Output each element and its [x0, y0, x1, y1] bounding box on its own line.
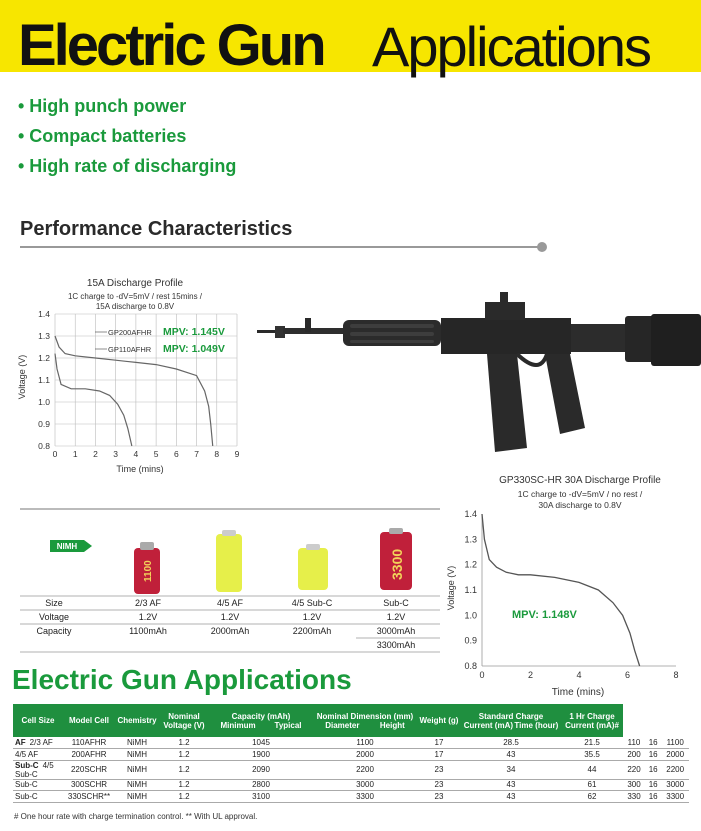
chart2-series-line — [482, 514, 640, 666]
chart1-xtick: 4 — [133, 449, 139, 459]
chart1-xtick: 5 — [153, 449, 159, 459]
chart2-title: GP330SC-HR 30A Discharge Profile — [499, 475, 661, 486]
group-label: AF — [15, 738, 26, 747]
cell-4-5af — [216, 530, 242, 592]
chart1-xtick: 2 — [93, 449, 98, 459]
chart1-ytick: 0.8 — [38, 441, 50, 451]
svg-text:3300mAh: 3300mAh — [376, 640, 416, 650]
battery-table — [20, 506, 444, 654]
svg-text:4/5 AF: 4/5 AF — [216, 598, 244, 608]
performance-title: Performance Characteristics — [20, 218, 293, 240]
chart2-xtick: 4 — [576, 670, 582, 680]
th-weight: Weight (g) — [417, 704, 461, 737]
mpv-gp200: MPV: 1.145V — [163, 326, 225, 338]
svg-text:2200mAh: 2200mAh — [292, 626, 332, 636]
chart2-ytick: 1.2 — [464, 559, 477, 570]
th-chem: Chemistry — [115, 704, 159, 737]
title-bold: Electric Gun — [18, 13, 324, 78]
chart1-title: 15A Discharge Profile — [86, 278, 184, 289]
feature-list — [18, 96, 236, 186]
chart1-subtitle-1: 1C charge to -dV=5mV / rest 15mins / — [67, 292, 203, 301]
chart1-xtick: 0 — [52, 449, 58, 459]
svg-text:1100: 1100 — [143, 560, 154, 582]
chart2-ytick: 1.0 — [464, 610, 477, 621]
divider-dot — [537, 242, 547, 252]
chart1-ytick: 0.9 — [38, 419, 50, 429]
row-label-capacity: Capacity — [36, 626, 72, 636]
svg-text:Sub-C: Sub-C — [383, 598, 409, 608]
chart1-series-line-2 — [55, 354, 132, 446]
chart1-xtick: 8 — [214, 449, 220, 459]
footnote: # One hour rate with charge termination control. ** With UL approval. — [14, 812, 258, 821]
svg-text:3300: 3300 — [389, 548, 405, 580]
chart1-xtick: 1 — [72, 449, 78, 459]
svg-text:4/5 Sub-C: 4/5 Sub-C — [291, 598, 333, 608]
mpv-gp110: MPV: 1.049V — [163, 343, 225, 355]
th-capacity: Capacity (mAh) — [231, 711, 291, 721]
svg-text:1.2V: 1.2V — [386, 612, 406, 622]
chart2-annotation: MPV: 1.148V — [512, 609, 577, 621]
chart1-ylabel: Voltage (V) — [17, 354, 27, 400]
cell-subc — [380, 528, 412, 590]
spec-table: Cell Size Model Cell Chemistry Nominal Voltage (V) Capacity (mAh) Minimum Typical Nominal Dimension (mm) Diameter Height Weight (g) Standard Charge Current (mA) Time (hour) 1 Hr Charge Current (mA)# AF 2/3 AF 110AFHR NiMH 1.2 1045 1100 17 28.5 21.5 110 16 1100 4/5 AF 200AFHR NiMH 1.2 1900 2000 17 43 35.5 200 16 2000 Sub-C 4/5 Sub-C 220SCHR NiMH 1.2 2090 2200 23 34 44 220 16 2200 Sub-C 300SCHR NiMH 1.2 2800 3000 23 43 61 300 16 3000 Sub-C 330SCHR** NiMH 1.2 3100 3300 23 43 62 330 16 3300 — [13, 704, 689, 803]
chart1-ytick: 1.2 — [38, 353, 50, 363]
rifle-image — [255, 288, 701, 458]
svg-text:2000mAh: 2000mAh — [210, 626, 250, 636]
title-banner — [0, 0, 701, 78]
chart2-subtitle-2: 30A discharge to 0.8V — [538, 500, 622, 510]
cell-4-5subc — [298, 544, 328, 590]
svg-text:1.2V: 1.2V — [220, 612, 240, 622]
discharge-chart-15a — [15, 272, 255, 477]
chart2-xtick: 0 — [479, 670, 485, 680]
chart1-xtick: 7 — [194, 449, 199, 459]
row-label-size: Size — [45, 598, 63, 608]
chart2-ytick: 1.4 — [464, 509, 477, 519]
discharge-chart-30a — [440, 468, 690, 700]
chart1-ytick: 1.0 — [38, 397, 50, 407]
chart1-xtick: 9 — [234, 449, 240, 459]
chart2-xtick: 2 — [527, 670, 534, 680]
feature-item: • High rate of discharging — [18, 156, 237, 176]
chart1-xtick: 6 — [173, 449, 179, 459]
svg-text:1.2V: 1.2V — [302, 612, 322, 622]
chart1-ytick: 1.3 — [38, 331, 50, 341]
title-light: Applications — [372, 15, 650, 78]
th-cell-size: Cell Size — [13, 704, 63, 737]
svg-text:2/3 AF: 2/3 AF — [134, 598, 162, 608]
chart2-xlabel: Time (mins) — [551, 687, 605, 698]
chart2-ytick: 0.8 — [464, 661, 477, 671]
feature-item: • High punch power — [18, 96, 187, 116]
th-voltage: Nominal Voltage (V) — [159, 704, 209, 737]
section-title: Electric Gun Applications — [12, 664, 352, 695]
chart1-ytick: 1.4 — [38, 309, 50, 319]
chart1-xlabel: Time (mins) — [116, 464, 164, 474]
th-model: Model Cell — [63, 704, 115, 737]
svg-text:1100mAh: 1100mAh — [129, 626, 167, 636]
table-row: Sub-C 330SCHR** NiMH 1.2 3100 3300 23 43 62 330 16 3300 — [13, 791, 689, 803]
divider — [20, 246, 542, 248]
chart2-ytick: 0.9 — [464, 635, 477, 646]
svg-text:3000mAh: 3000mAh — [376, 626, 416, 636]
table-row: Sub-C 4/5 Sub-C 220SCHR NiMH 1.2 2090 2200 23 34 44 220 16 2200 — [13, 760, 689, 779]
feature-item: • Compact batteries — [18, 126, 187, 146]
cell-2-3af — [134, 542, 160, 594]
chart2-subtitle-1: 1C charge to -dV=5mV / no rest / — [517, 489, 643, 499]
legend-gp110: GP110AFHR — [108, 345, 152, 354]
th-dimension: Nominal Dimension (mm) — [316, 711, 414, 721]
th-hr: 1 Hr Charge Current (mA)# — [561, 704, 623, 737]
legend-gp200: GP200AFHR — [108, 328, 152, 337]
nimh-badge: NIMH — [56, 542, 78, 551]
svg-text:1.2V: 1.2V — [138, 612, 158, 622]
chart1-ytick: 1.1 — [38, 375, 50, 385]
chart2-ylabel: Voltage (V) — [446, 565, 456, 611]
chart2-ytick: 1.3 — [464, 534, 477, 545]
row-label-voltage: Voltage — [38, 612, 70, 622]
chart2-ytick: 1.1 — [464, 585, 477, 595]
chart1-xtick: 3 — [113, 449, 119, 459]
chart2-xtick: 8 — [673, 670, 679, 680]
table-row: AF 2/3 AF 110AFHR NiMH 1.2 1045 1100 17 28.5 21.5 110 16 1100 — [13, 737, 689, 749]
table-row: Sub-C 300SCHR NiMH 1.2 2800 3000 23 43 61 300 16 3000 — [13, 779, 689, 791]
chart1-subtitle-2: 15A discharge to 0.8V — [95, 302, 175, 311]
th-charge: Standard Charge — [478, 711, 544, 721]
table-row: 4/5 AF 200AFHR NiMH 1.2 1900 2000 17 43 35.5 200 16 2000 — [13, 749, 689, 761]
chart2-xtick: 6 — [624, 670, 631, 680]
group-label: Sub-C — [15, 760, 39, 770]
